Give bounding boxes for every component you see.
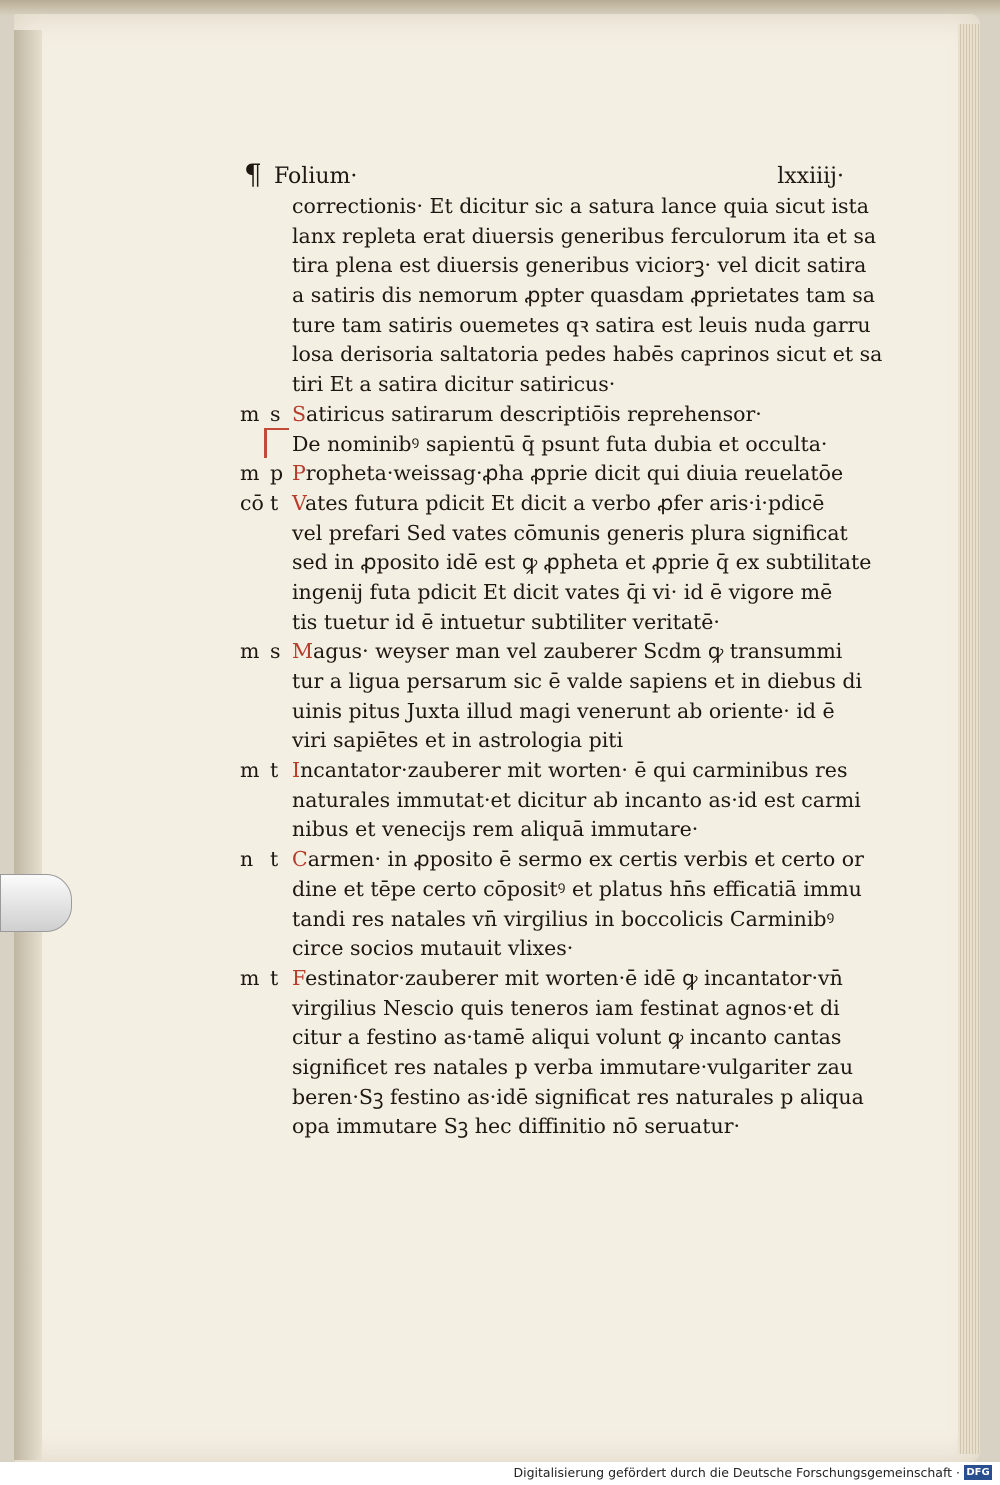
text-line	[240, 726, 860, 756]
text-line	[240, 608, 860, 638]
text-line	[240, 1053, 860, 1083]
text-line	[240, 459, 860, 489]
line-text-rest: ates futura pdicit Et dicit a verbo ꝓfer aris·i·pdicē	[304, 490, 825, 515]
page-fore-edge	[958, 24, 980, 1454]
rubricated-initial: P	[292, 461, 306, 486]
line-text: tis tuetur id ē intuetur subtiliter veritatē·	[292, 609, 720, 634]
line-text: ture tam satiris ouemetes qꝛ satira est leuis nuda garru	[292, 312, 871, 337]
margin-letter: t	[270, 847, 279, 872]
line-text: uinis pitus Juxta illud magi venerunt ab oriente· id ē	[292, 698, 835, 723]
text-line	[240, 786, 860, 816]
line-text: tandi res natales vn̄ virgilius in boccolicis Carminibꝰ	[292, 906, 835, 931]
margin-note: m	[240, 639, 260, 664]
line-text: tur a ligua persarum sic ē valde sapiens et in diebus di	[292, 669, 863, 693]
line-text: nibus et venecijs rem aliquā immutare·	[292, 817, 699, 842]
line-text: circe socios mutauit vlixes·	[292, 936, 574, 961]
line-text: vel prefari Sed vates cōmunis generis plura significat	[292, 520, 848, 545]
funding-credit: Digitalisierung gefördert durch die Deutsche Forschungsgemeinschaft ·	[513, 1465, 960, 1480]
page-holder-clip	[0, 874, 72, 932]
margin-note: cō	[240, 490, 264, 515]
line-text	[292, 489, 824, 519]
line-text	[292, 964, 843, 994]
text-line	[240, 845, 864, 875]
line-text-rest: armen· in ꝓposito ē sermo ex certis verbis et certo or	[307, 847, 864, 872]
margin-letter: t	[270, 758, 279, 783]
text-line	[240, 815, 860, 845]
dfg-logo: DFG	[964, 1465, 992, 1480]
text-line	[240, 281, 876, 311]
line-text: tira plena est diuersis generibus viciorꝫ· vel dicit satira	[292, 253, 867, 278]
text-line	[240, 1112, 860, 1142]
line-text: citur a festino as·tamē aliqui volunt ꝙ incanto cantas	[292, 1025, 842, 1050]
line-text	[292, 400, 762, 430]
text-line	[240, 934, 860, 964]
line-text-rest: ncantator·zauberer mit worten· ē qui carminibus res	[300, 758, 848, 783]
margin-letter: t	[270, 490, 279, 515]
page-gutter	[14, 30, 42, 1460]
line-text: viri sapiētes et in astrologia piti	[292, 728, 624, 753]
margin-note: m	[240, 965, 260, 990]
line-text-rest: estinator·zauberer mit worten·ē idē ꝙ incantator·vn̄	[305, 965, 843, 990]
text-line	[240, 400, 860, 430]
line-text: correctionis· Et dicitur sic a satura lance quia sicut ista	[292, 194, 869, 218]
text-line	[240, 370, 860, 400]
line-text	[292, 459, 843, 489]
line-text: ingenij futa pdicit Et dicit vates q̄i vi· id ē vigore mē	[292, 579, 833, 604]
text-column	[240, 192, 883, 1142]
text-line	[240, 1023, 860, 1053]
line-text: tiri Et a satira dicitur satiricus·	[292, 372, 616, 397]
line-text: virgilius Nescio quis teneros iam festinat agnos·et di	[292, 995, 840, 1020]
text-line	[240, 756, 860, 786]
rubricated-initial: F	[292, 965, 306, 990]
line-text: De nominibꝰ sapientū q̄ psunt futa dubia et occulta·	[292, 431, 828, 456]
line-text-rest: ropheta·weissag·ꝓha ꝓprie dicit qui diuia reuelatōe	[305, 461, 844, 486]
line-text	[292, 756, 847, 786]
text-line	[240, 548, 872, 578]
margin-letter: t	[270, 965, 279, 990]
text-line	[240, 251, 867, 281]
text-line	[240, 192, 869, 222]
line-text: beren·Sꝫ festino as·idē significat res naturales p aliqua	[292, 1084, 864, 1109]
line-text: lanx repleta erat diuersis generibus ferculorum ita et sa	[292, 223, 877, 248]
rubricated-initial: M	[292, 639, 313, 664]
line-text: a satiris dis nemorum ꝓpter quasdam ꝓprietates tam sa	[292, 283, 876, 308]
text-line	[240, 994, 860, 1024]
line-text: opa immutare Sꝫ hec diffinitio nō seruatur·	[292, 1114, 741, 1139]
footer-bar	[0, 1462, 1000, 1485]
rubricated-initial: C	[292, 847, 308, 872]
line-text-rest: atiricus satirarum descriptiōis reprehensor·	[306, 401, 762, 426]
margin-letter: p	[270, 461, 284, 486]
text-line	[240, 667, 863, 697]
margin-note: n	[240, 847, 254, 872]
margin-note: m	[240, 401, 260, 426]
text-line	[240, 697, 860, 727]
pilcrow-icon: ¶	[244, 158, 262, 191]
line-text: significet res natales p verba immutare·vulgariter zau	[292, 1054, 854, 1079]
margin-note: m	[240, 461, 260, 486]
rubricated-initial: I	[292, 758, 301, 783]
text-line	[240, 875, 860, 905]
text-line	[240, 222, 877, 252]
text-line	[240, 637, 860, 667]
text-line	[240, 578, 860, 608]
margin-letter: s	[270, 401, 281, 426]
text-line	[240, 519, 860, 549]
line-text	[292, 637, 842, 667]
text-line	[240, 489, 860, 519]
text-line	[240, 311, 871, 341]
margin-note: m	[240, 758, 260, 783]
text-line	[240, 1083, 864, 1113]
rubricated-initial: V	[292, 490, 305, 515]
line-text: losa derisoria saltatoria pedes habēs caprinos sicut et sa	[292, 342, 883, 367]
text-line	[240, 340, 883, 370]
line-text: naturales immutat·et dicitur ab incanto as·id est carmi	[292, 787, 861, 812]
line-text: sed in ꝓposito idē est ꝙ ꝓpheta et ꝓprie q̄ ex subtilitate	[292, 550, 872, 575]
line-text: dine et tēpe certo cōpositꝰ et platus hn̄s efficatiā immu	[292, 876, 862, 901]
margin-letter: s	[270, 639, 281, 664]
line-text-rest: agus· weyser man vel zauberer Scdm ꝙ transummi	[313, 639, 843, 664]
rubric-mark-icon	[264, 428, 289, 458]
rubricated-initial: S	[292, 401, 307, 426]
folio-number: lxxiiij·	[777, 164, 844, 189]
text-line	[240, 905, 860, 935]
text-line	[240, 964, 860, 994]
line-text	[292, 845, 864, 875]
rubric-heading	[240, 430, 860, 460]
running-title: Folium·	[274, 164, 358, 189]
